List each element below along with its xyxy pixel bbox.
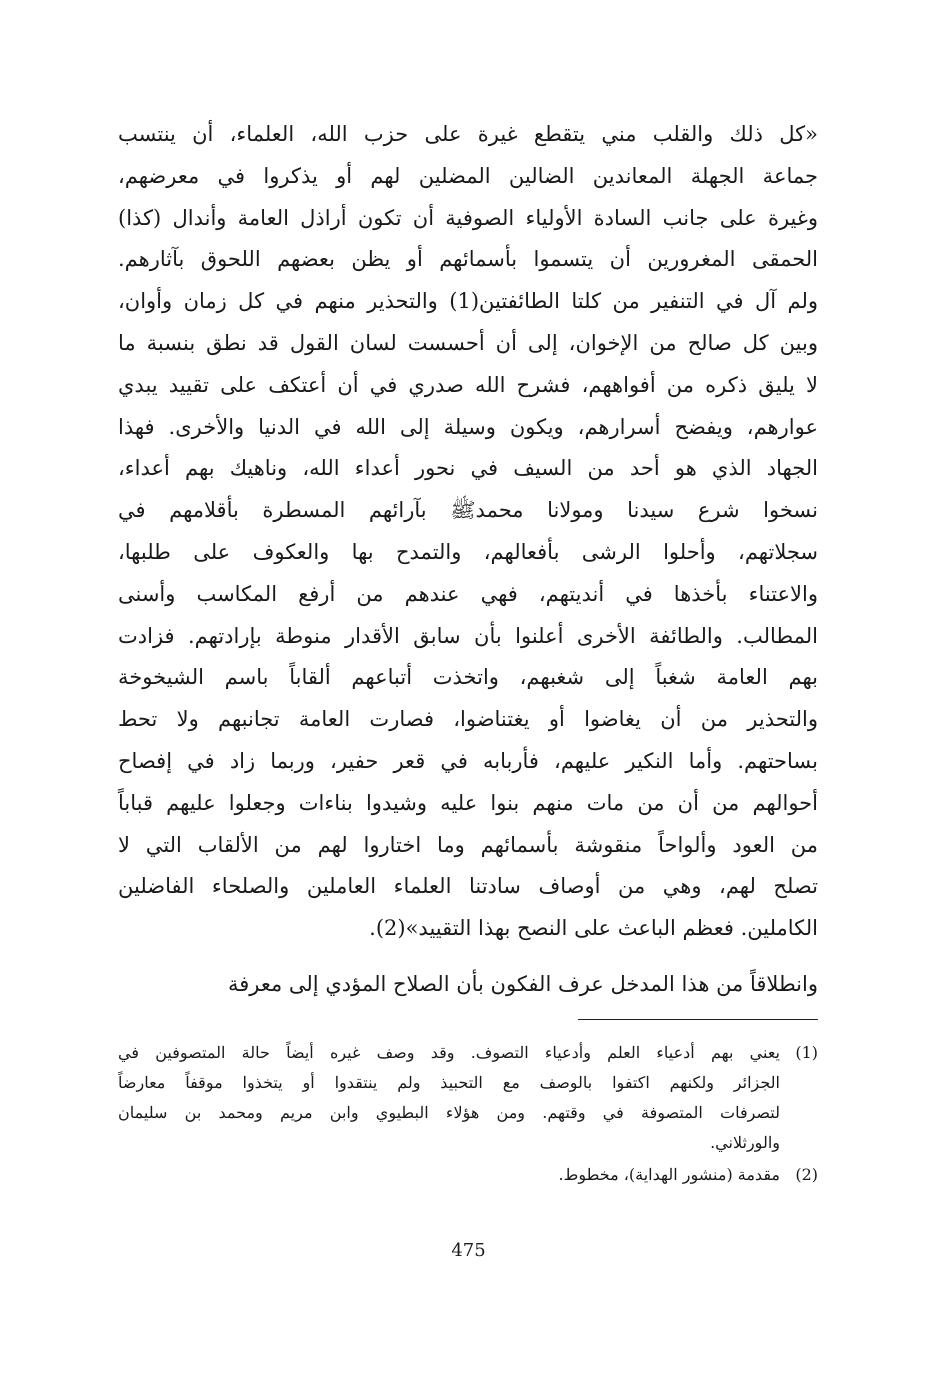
text-line: الحمقى المغرورين أن يتسموا بأسمائهم أو يظن بعضهم اللحوق بآثارهم. (118, 247, 818, 272)
footnote (118, 1160, 818, 1190)
text-line: عوارهم، ويفضح أسرارهم، ويكون وسيلة إلى الله في الدنيا والأخرى. فهذا (118, 414, 818, 439)
text-line: أحوالهم من أن من مات منهم بنوا عليه وشيدوا بناءات وجعلوا عليهم قباباً (118, 790, 818, 815)
text-line: سجلاتهم، وأحلوا الرشى بأفعالهم، والتمدح بها والعكوف على طلبها، (118, 539, 818, 564)
main-paragraph (118, 114, 818, 950)
footnote (118, 1038, 818, 1158)
text-line: الكاملين. فعظم الباعث على النصح بهذا التقييد»(2). (369, 916, 818, 941)
footnote-line: لتصرفات المتصوفة في وقتهم. ومن هؤلاء البطيوي وابن مريم ومحمد بن سليمان (118, 1103, 780, 1122)
footnote-number: (2) (795, 1165, 818, 1184)
second-paragraph: وانطلاقاً من هذا المدخل عرف الفكون بأن الصلاح المؤدي إلى معرفة (227, 972, 818, 996)
text-line: والتحذير من أن يغاضوا أو يغتناضوا، فصارت العامة تجانبهم ولا تحط (118, 707, 818, 732)
text-line: وغيرة على جانب السادة الأولياء الصوفية أن تكون أراذل العامة وأندال (كذا) (118, 205, 818, 230)
page-number: 475 (451, 1240, 486, 1261)
text-line: تصلح لهم، وهي من أوصاف سادتنا العلماء العاملين والصلحاء الفاضلين (118, 874, 818, 899)
footnote-line: الجزائر ولكنهم اكتفوا بالوصف مع التحبيذ ولم ينتقدوا أو يتخذوا موقفاً معارضاً (118, 1073, 780, 1092)
footnote-line: والورثلاني. (710, 1133, 780, 1152)
text-line: «كل ذلك والقلب مني يتقطع غيرة على حزب الله، العلماء، أن ينتسب (118, 122, 818, 146)
text-line: من العود وألواحاً منقوشة بأسمائهم وما اختاروا لهم من الألقاب التي لا (118, 832, 818, 857)
text-line: بهم العامة شغباً إلى شغبهم، واتخذت أتباعهم ألقاباً باسم الشيخوخة (118, 665, 818, 690)
footnote-line: مقدمة (منشور الهداية)، مخطوط. (558, 1165, 780, 1184)
footnote-line: يعني بهم أدعياء العلم وأدعياء التصوف. وقد وصف غيره أيضاً حالة المتصوفين في (118, 1043, 780, 1062)
footnotes (118, 1038, 818, 1190)
text-line: بساحتهم. وأما النكير عليهم، فأربابه في قعر حفير، وربما زاد في إفصاح (118, 748, 818, 773)
text-line: ولم آل في التنفير من كلتا الطائفتين(1) والتحذير منهم في كل زمان وأوان، (118, 289, 818, 314)
text-line: الجهاد الذي هو أحد من السيف في نحور أعداء الله، وناهيك بهم أعداء، (118, 456, 818, 481)
text-line: وبين كل صالح من الإخوان، إلى أن أحسست لسان القول قد نطق بنسبة ما (118, 330, 818, 355)
text-line: جماعة الجهلة المعاندين الضالين المضلين لهم أو يذكروا في معرضهم، (118, 163, 818, 188)
text-line: لا يليق ذكره من أفواههم، فشرح الله صدري في أن أعتكف على تقييد يبدي (118, 372, 818, 397)
text-line: والاعتناء بأخذها في أنديتهم، فهي عندهم من أرفع المكاسب وأسنى (118, 581, 818, 606)
text-line: المطالب. والطائفة الأخرى أعلنوا بأن سابق الأقدار منوطة بإرادتهم. فزادت (118, 623, 818, 648)
footnote-number: (1) (795, 1043, 818, 1062)
text-line: نسخوا شرع سيدنا ومولانا محمدﷺ بآرائهم المسطرة بأقلامهم في (118, 498, 818, 523)
footnote-separator (578, 1019, 818, 1020)
